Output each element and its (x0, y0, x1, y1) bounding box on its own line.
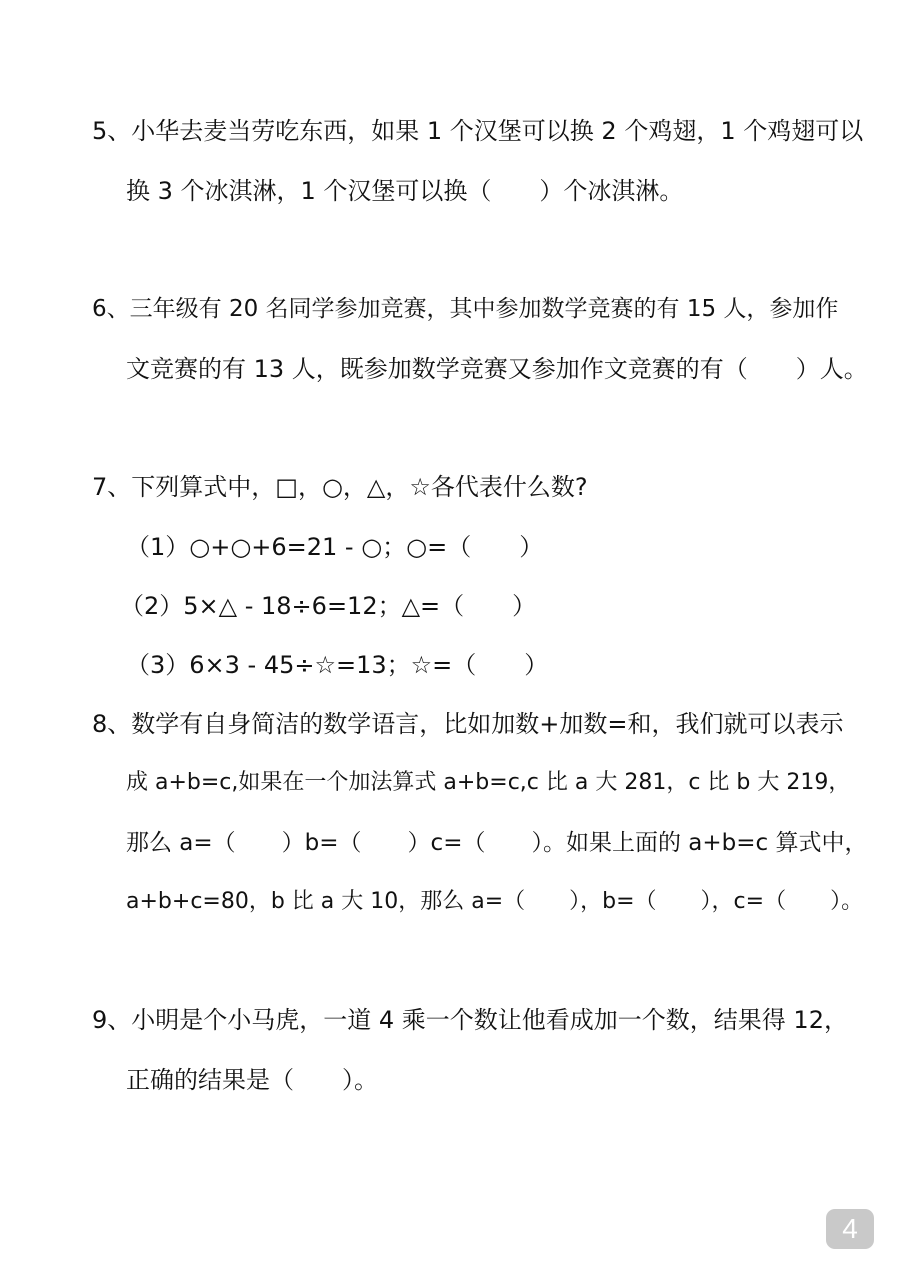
question-7-subitem-3: （3）6×3 - 45÷☆=13；☆=（ ） (126, 651, 549, 679)
question-9-line-1: 9、小明是个小马虎，一道 4 乘一个数让他看成加一个数，结果得 12， (92, 1006, 848, 1034)
question-6-line-2: 文竞赛的有 13 人，既参加数学竞赛又参加作文竞赛的有（ ）人。 (126, 355, 868, 383)
question-8-line-3: 那么 a=（ ）b=（ ）c=（ ）。如果上面的 a+b=c 算式中， (126, 830, 868, 856)
question-7-subitem-2: （2）5×△ - 18÷6=12；△=（ ） (120, 592, 537, 620)
question-5-line-1: 5、小华去麦当劳吃东西，如果 1 个汉堡可以换 2 个鸡翅，1 个鸡翅可以 (92, 117, 864, 145)
question-8-line-1: 8、数学有自身简洁的数学语言，比如加数+加数=和，我们就可以表示 (92, 710, 844, 738)
question-5-line-2: 换 3 个冰淇淋，1 个汉堡可以换（ ）个冰淇淋。 (126, 177, 684, 205)
question-7-subitem-1: （1）○+○+6=21 - ○；○=（ ） (126, 533, 544, 561)
question-8-line-2: 成 a+b=c,如果在一个加法算式 a+b=c,c 比 a 大 281，c 比 b 大 219， (126, 770, 851, 795)
question-6-line-1: 6、三年级有 20 名同学参加竞赛，其中参加数学竞赛的有 15 人，参加作 (92, 296, 839, 322)
question-8-line-4: a+b+c=80，b 比 a 大 10，那么 a=（ ），b=（ ），c=（ ）。 (126, 889, 864, 914)
page-number-badge: 4 (826, 1209, 874, 1249)
question-9-line-2: 正确的结果是（ ）。 (126, 1066, 378, 1094)
question-7-line-1: 7、下列算式中，□，○，△，☆各代表什么数? (92, 473, 588, 501)
